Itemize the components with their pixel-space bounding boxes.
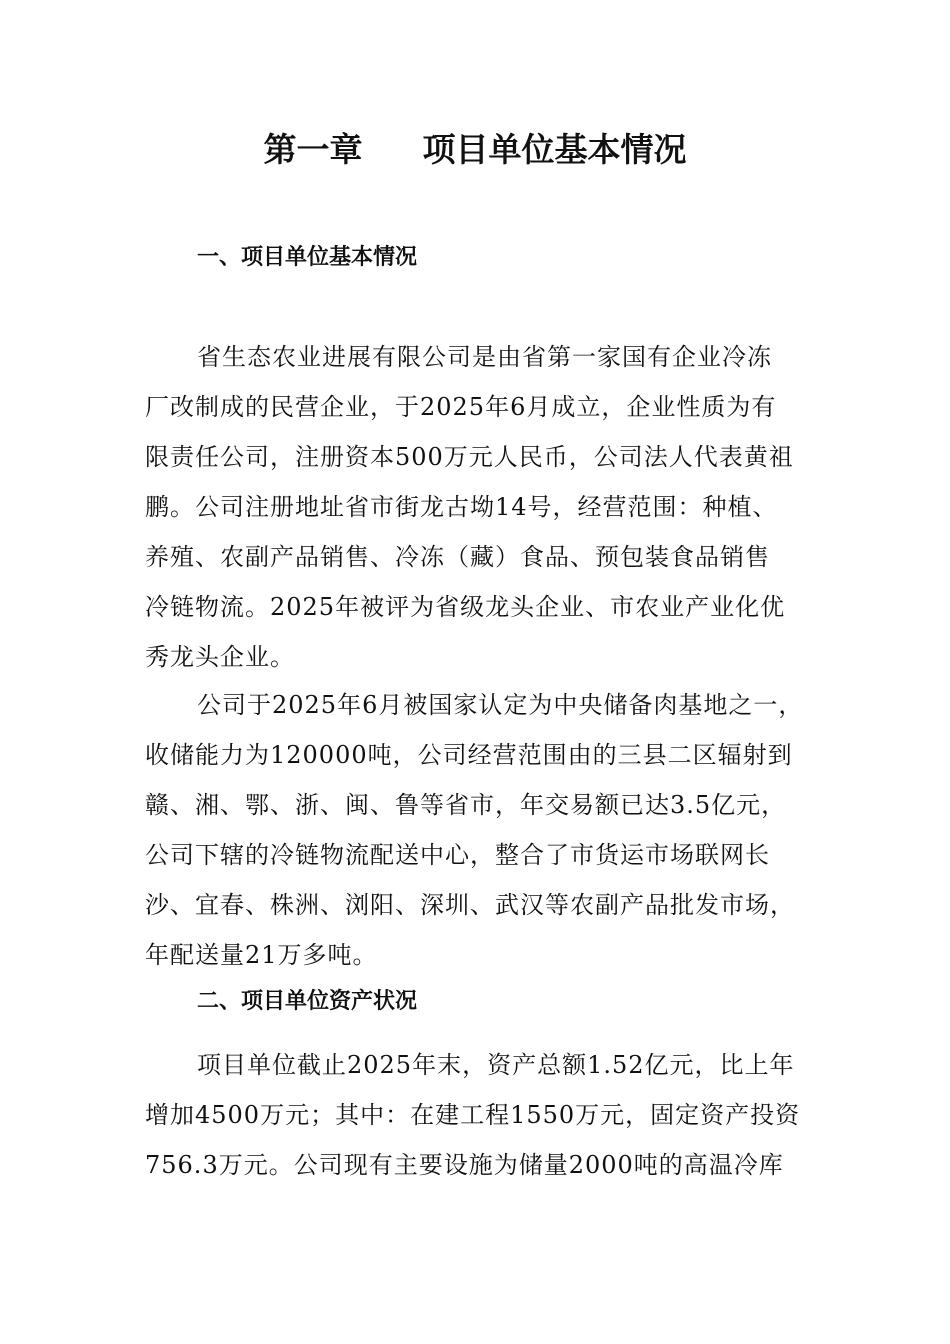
- chapter-name: 项目单位基本情况: [422, 130, 687, 169]
- text-line: 赣、湘、鄂、浙、闽、鲁等省市，年交易额已达3.5亿元，: [145, 791, 787, 819]
- section-heading-2: 二、项目单位资产状况: [197, 989, 418, 1014]
- text-line: 年配送量21万多吨。: [145, 941, 378, 969]
- text-line: 冷链物流。2025年被评为省级龙头企业、市农业产业化优: [145, 593, 786, 621]
- chapter-title: [0, 126, 950, 174]
- text-line: 756.3万元。公司现有主要设施为储量2000吨的高温冷库: [145, 1151, 784, 1179]
- text-line: 养殖、农副产品销售、冷冻（藏）食品、预包装食品销售: [145, 543, 770, 571]
- text-line: 厂改制成的民营企业，于2025年6月成立，企业性质为有: [145, 393, 777, 421]
- text-line: 公司于2025年6月被国家认定为中央储备肉基地之一，: [197, 691, 804, 719]
- text-line: 鹏。公司注册地址省市街龙古坳14号，经营范围：种植、: [145, 493, 778, 521]
- text-line: 限责任公司，注册资本500万元人民币，公司法人代表黄祖: [145, 443, 794, 471]
- text-line: 秀龙头企业。: [145, 643, 295, 671]
- text-line: 项目单位截止2025年末，资产总额1.52亿元，比上年: [197, 1051, 795, 1079]
- section-1-paragraph-2: [145, 680, 825, 980]
- text-line: 收储能力为120000吨，公司经营范围由的三县二区辐射到: [145, 741, 793, 769]
- section-2-paragraph-1: [145, 1040, 825, 1190]
- section-1-paragraph-1: [145, 332, 825, 682]
- text-line: 沙、宜春、株洲、浏阳、深圳、武汉等农副产品批发市场，: [145, 891, 795, 919]
- text-line: 公司下辖的冷链物流配送中心，整合了市货运市场联网长: [145, 841, 770, 869]
- chapter-number: 第一章: [263, 130, 363, 169]
- section-heading-1: 一、项目单位基本情况: [197, 245, 418, 270]
- text-line: 省生态农业进展有限公司是由省第一家国有企业冷冻: [197, 343, 772, 371]
- text-line: 增加4500万元；其中：在建工程1550万元，固定资产投资: [145, 1101, 801, 1129]
